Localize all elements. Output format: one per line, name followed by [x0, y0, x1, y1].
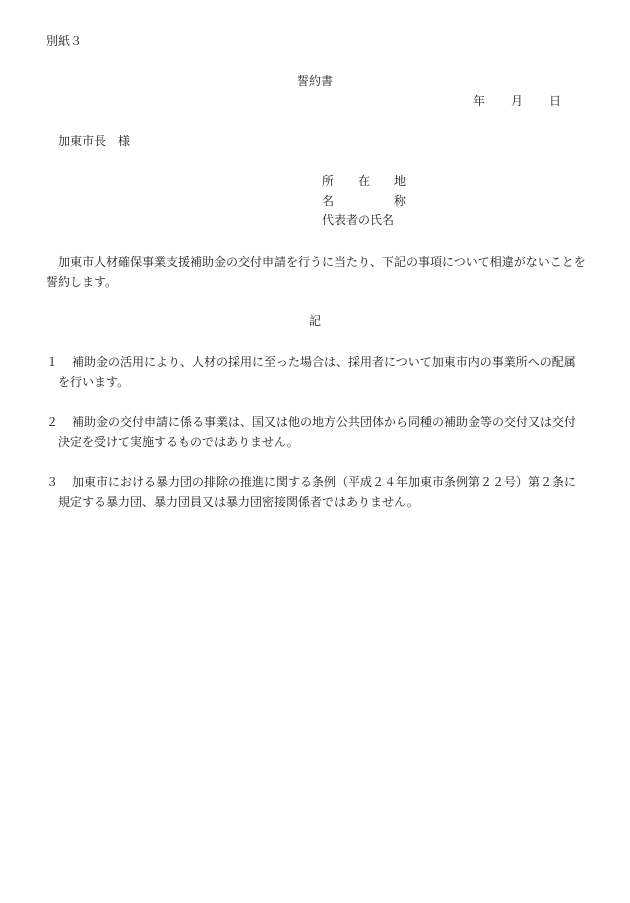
document-title: 誓約書 [296, 74, 333, 88]
item-number: １ [46, 355, 59, 369]
date-day: 日 [549, 94, 562, 108]
item-number: ２ [46, 415, 59, 429]
intro-paragraph: 加東市人材確保事業支援補助金の交付申請を行うに当たり、下記の事項について相違がないことを誓約します。 [46, 255, 586, 289]
list-item [46, 472, 586, 512]
date-line [473, 93, 561, 109]
sender-name-label: 名 称 [322, 194, 407, 208]
ki-heading: 記 [308, 314, 321, 328]
item-text: 補助金の活用により、人材の採用に至った場合は、採用者について加東市内の事業所への配属を行います。 [58, 355, 576, 389]
list-item [46, 352, 586, 392]
attachment-label: 別紙３ [46, 34, 83, 48]
date-year: 年 [473, 94, 486, 108]
sender-address-label: 所 在 地 [322, 174, 407, 188]
addressee: 加東市長 様 [58, 134, 131, 148]
item-number: ３ [46, 475, 59, 489]
item-text: 加東市における暴力団の排除の推進に関する条例（平成２４年加東市条例第２２号）第２条に規定する暴力団、暴力団員又は暴力団密接関係者ではありません。 [58, 475, 577, 509]
date-month: 月 [511, 94, 524, 108]
item-text: 補助金の交付申請に係る事業は、国又は他の地方公共団体から同種の補助金等の交付又は交付決定を受けて実施するものではありません。 [58, 415, 577, 449]
list-item [46, 412, 586, 452]
sender-representative-label: 代表者の氏名 [322, 213, 395, 227]
